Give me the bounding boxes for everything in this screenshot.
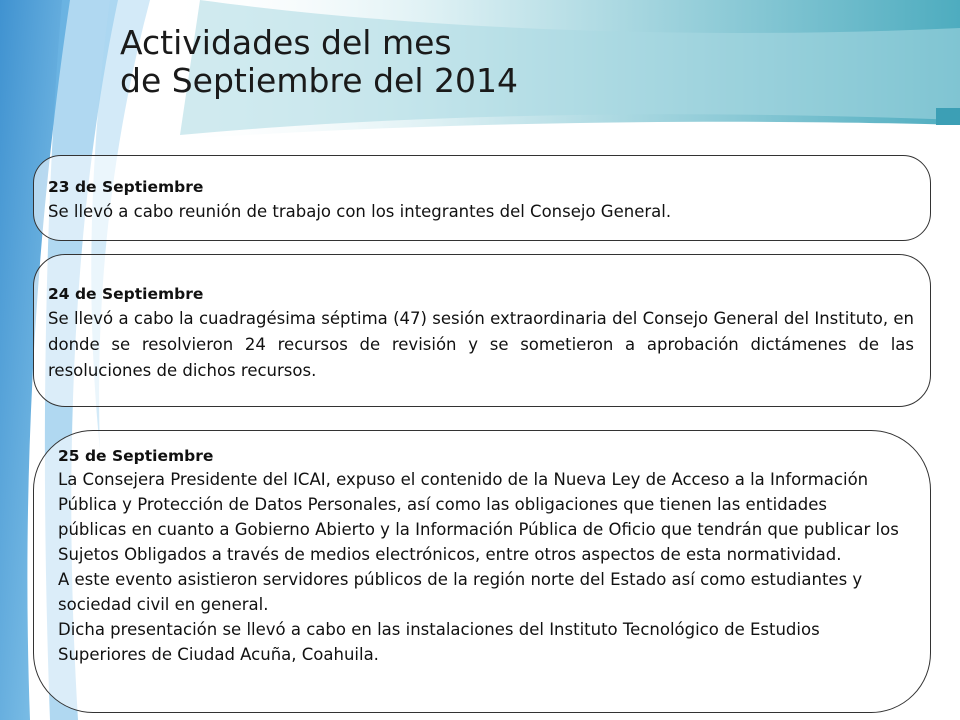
title-line-1: Actividades del mes xyxy=(120,23,452,62)
activity-description: Se llevó a cabo la cuadragésima séptima (47) sesión extraordinaria del Consejo General del Instituto, en donde se resolvieron 24 recursos de revisión y se sometieron a aprobación dictámenes de las resoluciones de dichos recursos. xyxy=(48,309,914,380)
activity-description: Se llevó a cabo reunión de trabajo con los integrantes del Consejo General. xyxy=(48,202,672,221)
activity-date: 25 de Septiembre xyxy=(58,447,214,465)
activity-date: 23 de Septiembre xyxy=(48,178,204,196)
corner-mark xyxy=(936,108,960,125)
activity-date: 24 de Septiembre xyxy=(48,285,204,303)
activity-paragraph: Dicha presentación se llevó a cabo en las instalaciones del Instituto Tecnológico de Estudios Superiores de Ciudad Acuña, Coahuila. xyxy=(58,620,820,664)
activity-paragraph: A este evento asistieron servidores públicos de la región norte del Estado así como estudiantes y sociedad civil en general. xyxy=(58,570,863,614)
title-line-2: de Septiembre del 2014 xyxy=(120,61,518,100)
activity-card-sep-23 xyxy=(33,155,931,241)
activity-paragraph: La Consejera Presidente del ICAI, expuso el contenido de la Nueva Ley de Acceso a la Información Pública y Protección de Datos Personales, así como las obligaciones que tienen las entidades públicas en cuanto a Gobierno Abierto y la Información Pública de Oficio que tendrán que publicar los Sujetos Obligados a través de medios electrónicos, entre otros aspectos de esta normatividad. xyxy=(58,470,899,564)
page-title xyxy=(120,24,518,100)
activity-card-sep-25 xyxy=(33,430,931,713)
activity-card-sep-24 xyxy=(33,254,931,407)
